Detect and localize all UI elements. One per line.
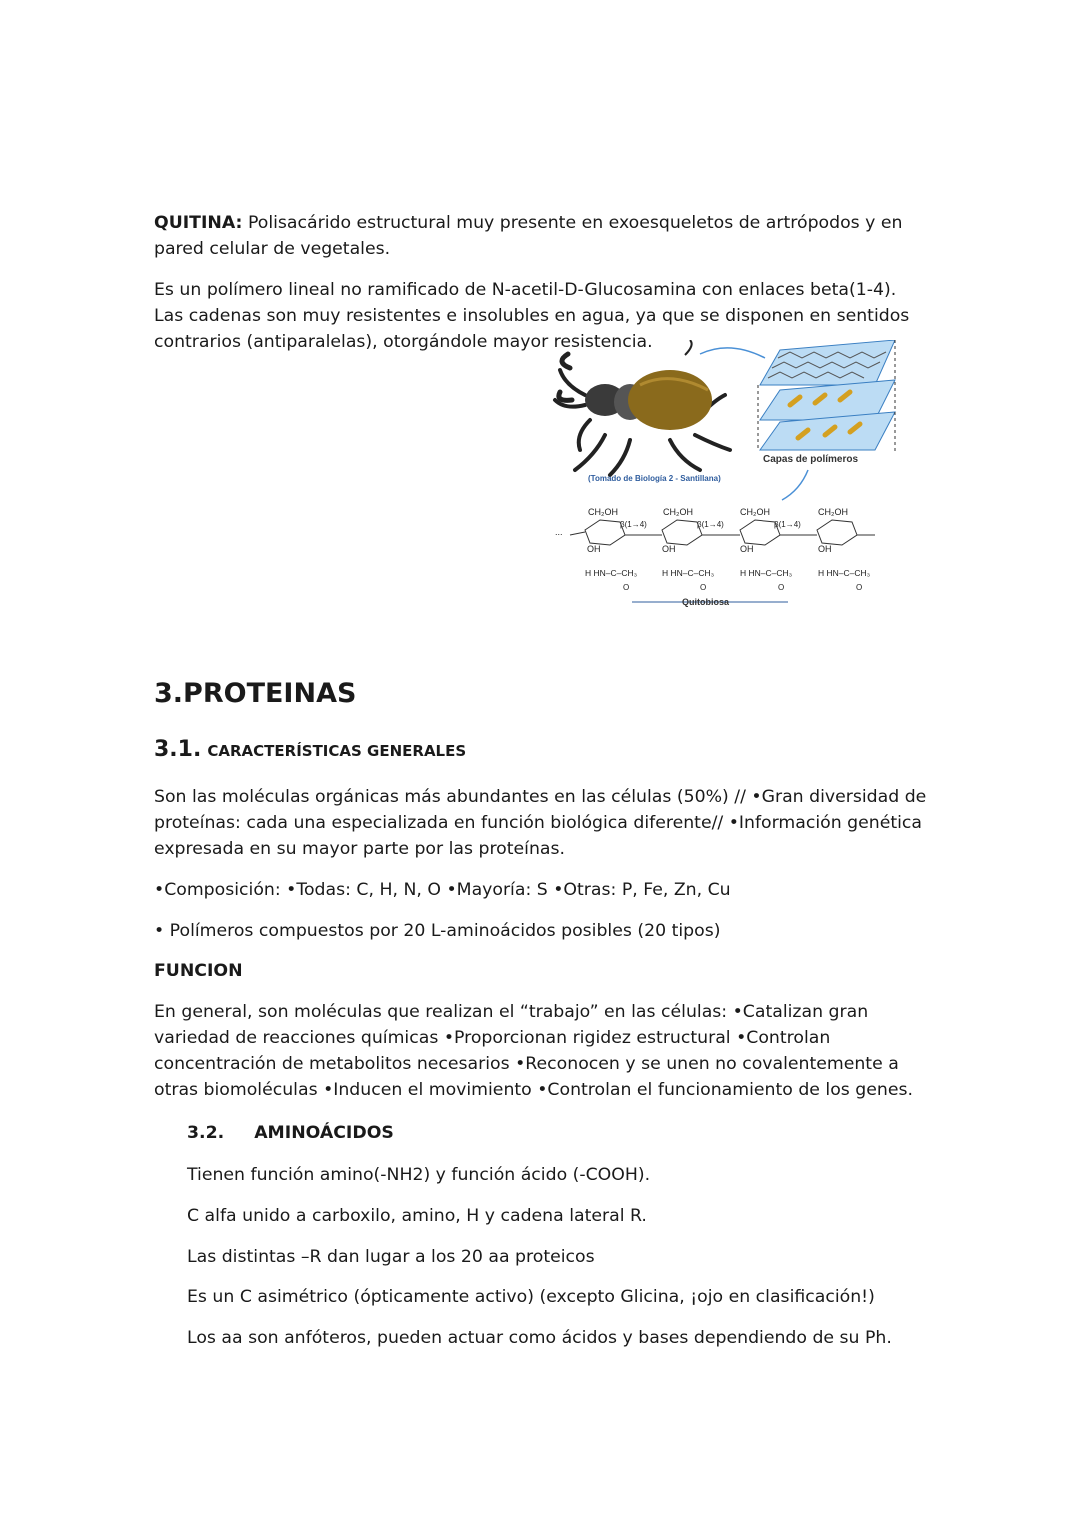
svg-text:CH₂OH: CH₂OH [818, 507, 848, 517]
svg-text:OH: OH [587, 544, 601, 554]
svg-text:H HN–C–CH₃: H HN–C–CH₃ [662, 568, 715, 578]
composition-line: •Composición: •Todas: C, H, N, O •Mayoría: S •Otras: P, Fe, Zn, Cu [154, 880, 731, 900]
beetle-illustration [555, 340, 730, 475]
aa-line: Es un C asimétrico (ópticamente activo) (excepto Glicina, ¡ojo en clasificación!) [187, 1287, 875, 1307]
svg-text:OH: OH [740, 544, 754, 554]
svg-text:H HN–C–CH₃: H HN–C–CH₃ [585, 568, 638, 578]
layers-label: Capas de polímeros [763, 454, 859, 465]
aa-line: Los aa son anfóteros, pueden actuar como ácidos y bases dependiendo de su Ph. [187, 1328, 892, 1348]
svg-text:β(1→4): β(1→4) [620, 520, 647, 529]
svg-text:O: O [778, 583, 785, 592]
section-title-proteinas: 3.PROTEINAS [154, 678, 357, 709]
svg-text:H HN–C–CH₃: H HN–C–CH₃ [740, 568, 793, 578]
polymer-layers-diagram [758, 340, 895, 465]
svg-text:β(1→4): β(1→4) [697, 520, 724, 529]
svg-text:O: O [700, 583, 707, 592]
svg-text:...: ... [555, 527, 563, 537]
chitin-figure [550, 340, 900, 615]
funcion-heading: FUNCION [154, 961, 243, 981]
svg-text:CH₂OH: CH₂OH [663, 507, 693, 517]
quitina-term: QUITINA: [154, 213, 243, 233]
subsection-3-1-heading: 3.1. CARACTERÍSTICAS GENERALES [154, 737, 467, 762]
aa-line: C alfa unido a carboxilo, amino, H y cadena lateral R. [187, 1206, 647, 1226]
quitina-paragraph: Es un polímero lineal no ramificado de N-acetil-D-Glucosamina con enlaces beta(1-4). Las cadenas son muy resistentes e insolubles en agua, ya que se disponen en sentidos contrarios (antiparalelas), otorgándole mayor resistencia. [154, 280, 910, 352]
svg-text:β(1→4): β(1→4) [774, 520, 801, 529]
figure-source: (Tomado de Biología 2 - Santillana) [588, 474, 721, 483]
svg-text:OH: OH [662, 544, 676, 554]
aa-line: Tienen función amino(-NH2) y función ácido (-COOH). [187, 1165, 651, 1185]
svg-text:CH₂OH: CH₂OH [588, 507, 618, 517]
svg-text:H HN–C–CH₃: H HN–C–CH₃ [818, 568, 871, 578]
chitin-illustration [550, 340, 900, 615]
aa-line: Las distintas –R dan lugar a los 20 aa proteicos [187, 1247, 595, 1267]
proteinas-intro: Son las moléculas orgánicas más abundantes en las células (50%) // •Gran diversidad de proteínas: cada una especializada en función biológica diferente// •Información genética expresada en su mayor parte por las proteínas. [154, 787, 927, 859]
chitobiose-structure [555, 507, 875, 607]
svg-text:CH₂OH: CH₂OH [740, 507, 770, 517]
chitobiose-label: Quitobiosa [682, 597, 729, 607]
svg-text:O: O [856, 583, 863, 592]
quitina-definition: QUITINA: Polisacárido estructural muy presente en exoesqueletos de artrópodos y en pared celular de vegetales. [154, 213, 903, 259]
svg-text:O: O [623, 583, 630, 592]
subsection-3-2-heading: 3.2. AMINOÁCIDOS [187, 1123, 394, 1143]
funcion-text: En general, son moléculas que realizan el “trabajo” en las células: •Catalizan gran variedad de reacciones químicas •Proporcionan rigidez estructural •Controlan concentración de metabolitos necesarios •Reconocen y se unen no covalentemente a otras biomoléculas •Inducen el movimiento •Controlan el funcionamiento de los genes. [154, 1002, 913, 1100]
svg-text:OH: OH [818, 544, 832, 554]
polymers-line: • Polímeros compuestos por 20 L-aminoácidos posibles (20 tipos) [154, 921, 721, 941]
